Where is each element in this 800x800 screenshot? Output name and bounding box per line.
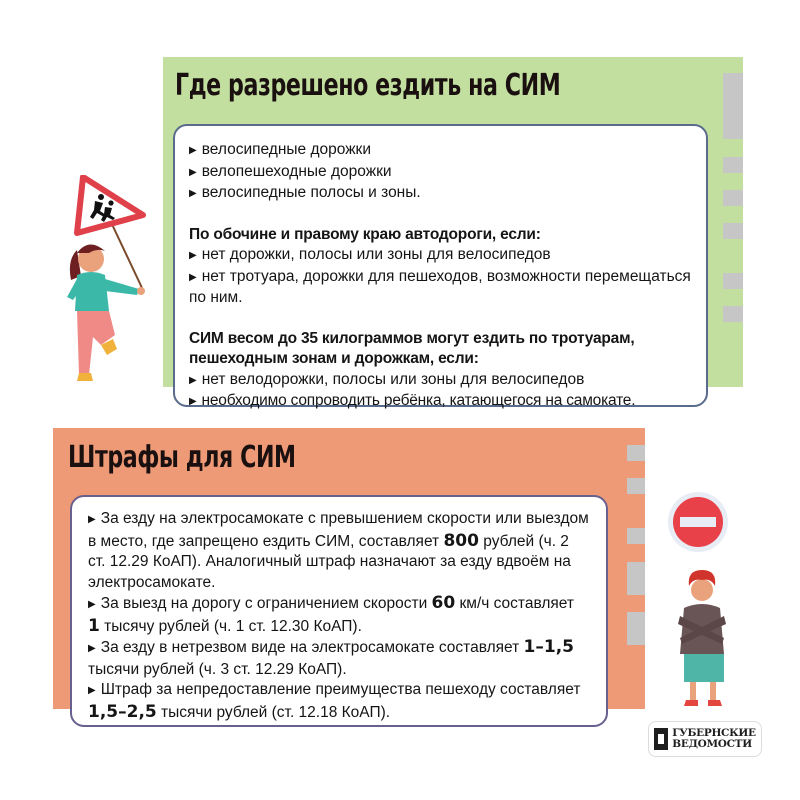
list-item: ▶ велосипедные дорожки bbox=[189, 140, 692, 162]
decorative-stripe bbox=[723, 273, 743, 289]
newspaper-logo-icon bbox=[654, 728, 668, 750]
fine-amount: 1,5–2,5 bbox=[88, 701, 157, 722]
decorative-stripe bbox=[627, 478, 645, 494]
bullet-icon: ▶ bbox=[189, 188, 197, 199]
fine-item-speed-limit-road: ▶ За выезд на дорогу с ограничением скорости 60 км/ч составляет 1 тысячу рублей (ч. 1 ст. 12.30 КоАП). bbox=[88, 593, 574, 636]
bullet-icon: ▶ bbox=[88, 599, 96, 610]
list-item: ▶ велосипедные полосы и зоны. bbox=[189, 183, 692, 205]
fine-amount: 1–1,5 bbox=[523, 637, 574, 657]
list-item: ▶ нет велодорожки, полосы или зоны для велосипедов bbox=[189, 370, 692, 392]
sidewalk-subheading: СИМ весом до 35 килограммов могут ездить по тротуарам, пешеходным зонам и дорожкам, если: bbox=[189, 329, 635, 367]
decorative-stripe bbox=[627, 612, 645, 645]
fine-amount: 800 bbox=[443, 530, 479, 551]
bullet-icon: ▶ bbox=[88, 643, 96, 654]
fine-item-drunk-riding: ▶ За езду в нетрезвом виде на электросамокате составляет 1–1,5 тысячи рублей (ч. 3 ст. 12.29 КоАП). bbox=[88, 637, 574, 678]
fines-card bbox=[70, 495, 608, 727]
bullet-icon: ▶ bbox=[88, 685, 96, 696]
girl-with-sign-illustration bbox=[55, 175, 155, 390]
fine-item-pedestrian-priority: ▶ Штраф за непредоставление преимущества пешеходу составляет 1,5–2,5 тысячи рублей (ст. 12.18 КоАП). bbox=[88, 681, 581, 722]
bullet-icon: ▶ bbox=[189, 145, 197, 156]
allowed-rules-card bbox=[173, 124, 708, 407]
bullet-icon: ▶ bbox=[88, 514, 96, 525]
bullet-icon: ▶ bbox=[189, 166, 197, 178]
gubernskie-vedomosti-logo: ГУБЕРНСКИЕ ВЕДОМОСТИ bbox=[648, 721, 762, 757]
bullet-icon: ▶ bbox=[189, 396, 197, 407]
decorative-stripe bbox=[723, 157, 743, 173]
speed-limit-value: 60 bbox=[431, 593, 456, 613]
list-item: ▶ нет тротуара, дорожки для пешеходов, возможности перемещаться по ним. bbox=[189, 267, 691, 306]
list-item: ▶ велопешеходные дорожки bbox=[189, 162, 692, 184]
bullet-icon: ▶ bbox=[189, 374, 197, 386]
decorative-stripe bbox=[627, 445, 645, 461]
list-item: ▶ нет дорожки, полосы или зоны для велосипедов bbox=[189, 245, 692, 267]
roadside-subheading: По обочине и правому краю автодороги, если: bbox=[189, 225, 541, 243]
fines-section-title: Штрафы для СИМ bbox=[68, 440, 296, 475]
fine-amount: 1 bbox=[88, 615, 100, 636]
decorative-stripe bbox=[723, 190, 743, 206]
fine-item-speeding: ▶ За езду на электросамокате с превышением скорости или выездом в место, где запрещено ездить СИМ, составляет 800 рублей (ч. 2 ст. 12.29 КоАП). Аналогичный штраф назначают за езду вдвоём на электросамокате. bbox=[88, 510, 589, 591]
boy-with-no-entry-sign-illustration bbox=[660, 490, 750, 710]
decorative-stripe bbox=[723, 306, 743, 322]
decorative-stripe bbox=[723, 223, 743, 239]
decorative-stripe bbox=[627, 528, 645, 544]
allowed-section-title: Где разрешено ездить на СИМ bbox=[175, 68, 561, 103]
decorative-stripe bbox=[627, 562, 645, 595]
bullet-icon: ▶ bbox=[189, 250, 197, 261]
bullet-icon: ▶ bbox=[189, 271, 197, 283]
list-item: ▶ необходимо сопроводить ребёнка, катающегося на самокате. bbox=[189, 391, 692, 413]
decorative-stripe bbox=[723, 73, 743, 139]
